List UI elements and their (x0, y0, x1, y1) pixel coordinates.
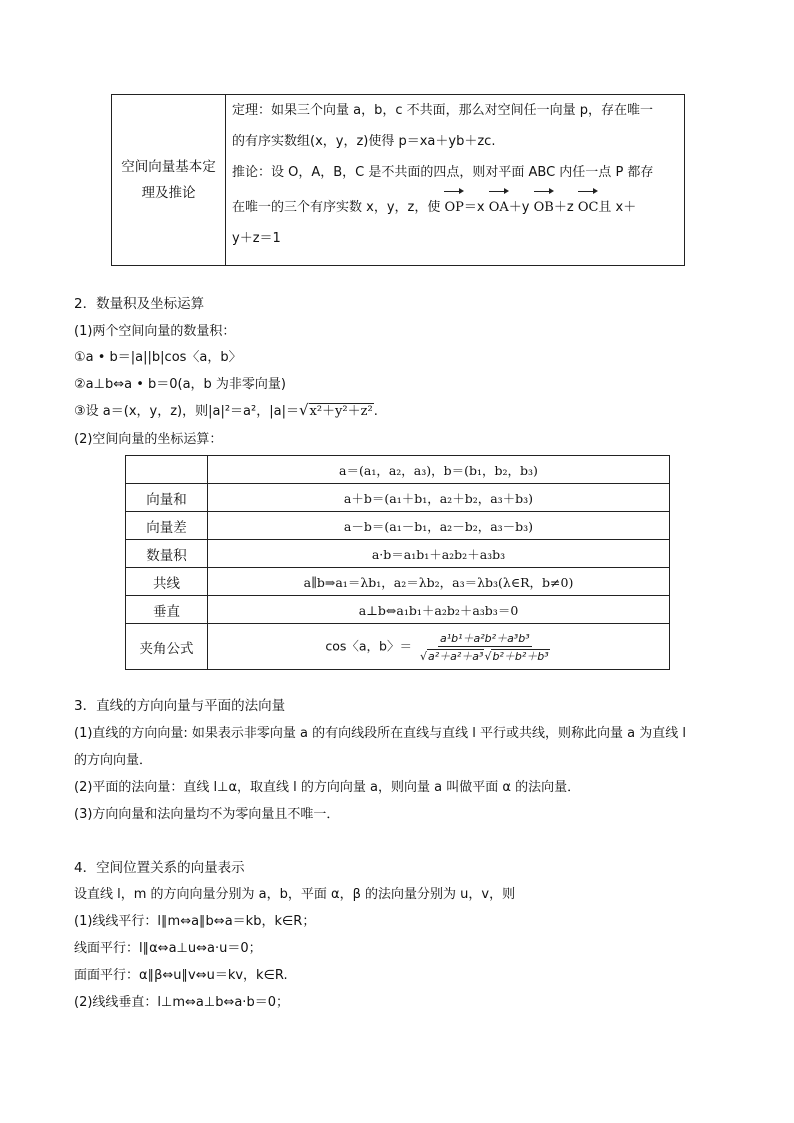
vector-oa: OA (489, 188, 509, 223)
vector-ob: OB (534, 188, 554, 223)
angle-prefix: cos〈a，b〉＝ (325, 638, 412, 653)
section3-p1-line1: (1)直线的方向向量: 如果表示非零向量 a 的有向线段所在直线与直线 l 平行或共线，则称此向量 a 为直线 l (74, 726, 687, 741)
coord-key: 向量和 (126, 484, 208, 512)
section4-line-perp: (2)线线垂直：l⊥m⇔a⊥b⇔a·b＝0； (74, 995, 289, 1010)
section4-line-parallel: (1)线线平行：l∥m⇔a∥b⇔a＝kb，k∈R； (74, 914, 316, 929)
coord-key: 共线 (126, 568, 208, 596)
section3-heading: 3．直线的方向向量与平面的法向量 (74, 698, 286, 714)
table-row (126, 624, 670, 670)
vector-op: OP (444, 188, 463, 223)
coord-key: 垂直 (126, 596, 208, 624)
theorem-label-line1: 空间向量基本定 (121, 159, 216, 175)
coord-key: 数量积 (126, 540, 208, 568)
corollary-line3: y＋z＝1 (232, 231, 281, 246)
corollary-line2 (232, 188, 680, 223)
table-row (126, 596, 670, 624)
table-row (126, 512, 670, 540)
theorem-content-cell (226, 95, 685, 266)
angle-denominator: √a²＋a²＋a³√b²＋b²＋b³ (419, 649, 549, 663)
plus-y: ＋y (508, 200, 530, 215)
corollary-line2-suffix: 且 x＋ (598, 200, 637, 215)
section4-line-plane-parallel: 线面平行：l∥α⇔a⊥u⇔a·u＝0； (74, 941, 262, 956)
theorem-line2: 的有序实数组(x，y，z)使得 p＝xa＋yb＋zc. (232, 134, 496, 149)
section2-item2: ②a⊥b⇔a • b＝0(a，b 为非零向量) (74, 377, 287, 392)
coord-value: a＋b＝(a₁＋b₁，a₂＋b₂，a₃＋b₃) (208, 484, 670, 512)
plus-z: ＋z (553, 200, 574, 215)
vector-oc: OC (578, 188, 599, 223)
angle-den-left: a²＋a²＋a³ (427, 649, 484, 663)
coord-key (126, 456, 208, 484)
theorem-label-cell (112, 95, 226, 266)
section4-heading: 4．空间位置关系的向量表示 (74, 860, 245, 876)
table-row (126, 456, 670, 484)
coord-value: a＝(a₁，a₂，a₃)，b＝(b₁，b₂，b₃) (208, 456, 670, 484)
coord-value: a－b＝(a₁－b₁，a₂－b₂，a₃－b₃) (208, 512, 670, 540)
section4-intro: 设直线 l，m 的方向向量分别为 a，b，平面 α，β 的法向量分别为 u，v，则 (74, 887, 516, 902)
angle-formula (208, 624, 670, 670)
section2-item3: ③设 a＝(x，y，z)，则|a|²＝a²，|a|＝√x²＋y²＋z². (74, 401, 378, 419)
section2-sub2: (2)空间向量的坐标运算： (74, 432, 223, 447)
section3-p1-line2: 的方向向量． (74, 753, 153, 768)
angle-fraction (418, 630, 552, 664)
coord-value: a·b＝a₁b₁＋a₂b₂＋a₃b₃ (208, 540, 670, 568)
corollary-line1: 推论：设 O，A，B，C 是不共面的四点，则对平面 ABC 内任一点 P 都存 (232, 165, 654, 180)
table-row (126, 568, 670, 596)
corollary-line2-prefix: 在唯一的三个有序实数 x，y，z，使 (232, 200, 441, 215)
section3-p2: (2)平面的法向量：直线 l⊥α，取直线 l 的方向向量 a，则向量 a 叫做平面 α 的法向量． (74, 780, 581, 795)
item3-prefix: ③设 a＝(x，y，z)，则|a|²＝a²，|a|＝ (74, 404, 299, 419)
section2-item1: ①a • b＝|a||b|cos〈a，b〉 (74, 350, 242, 365)
coord-key: 向量差 (126, 512, 208, 540)
table-row (126, 484, 670, 512)
item3-sqrt: x²＋y²＋z² (309, 404, 373, 419)
item3-suffix: . (373, 404, 378, 419)
coord-value: a⊥b⇔a₁b₁＋a₂b₂＋a₃b₃＝0 (208, 596, 670, 624)
coord-table (125, 455, 670, 670)
section2-heading: 2．数量积及坐标运算 (74, 296, 205, 312)
angle-key: 夹角公式 (126, 624, 208, 670)
section3-p3: (3)方向向量和法向量均不为零向量且不唯一． (74, 807, 340, 822)
table-row (126, 540, 670, 568)
theorem-label-line2: 理及推论 (141, 185, 196, 201)
angle-numerator: a¹b¹＋a²b²＋a³b³ (439, 631, 530, 645)
theorem-table (111, 94, 685, 266)
section4-plane-parallel: 面面平行：α∥β⇔u∥v⇔u＝kv，k∈R. (74, 968, 288, 983)
eq-x: ＝x (463, 200, 485, 215)
angle-den-right: b²＋b²＋b³ (492, 649, 549, 663)
section2-sub1: (1)两个空间向量的数量积： (74, 324, 236, 339)
theorem-line1: 定理：如果三个向量 a，b，c 不共面，那么对空间任一向量 p，存在唯一 (232, 103, 654, 118)
coord-value: a∥b⇒a₁＝λb₁，a₂＝λb₂，a₃＝λb₃(λ∈R，b≠0) (208, 568, 670, 596)
